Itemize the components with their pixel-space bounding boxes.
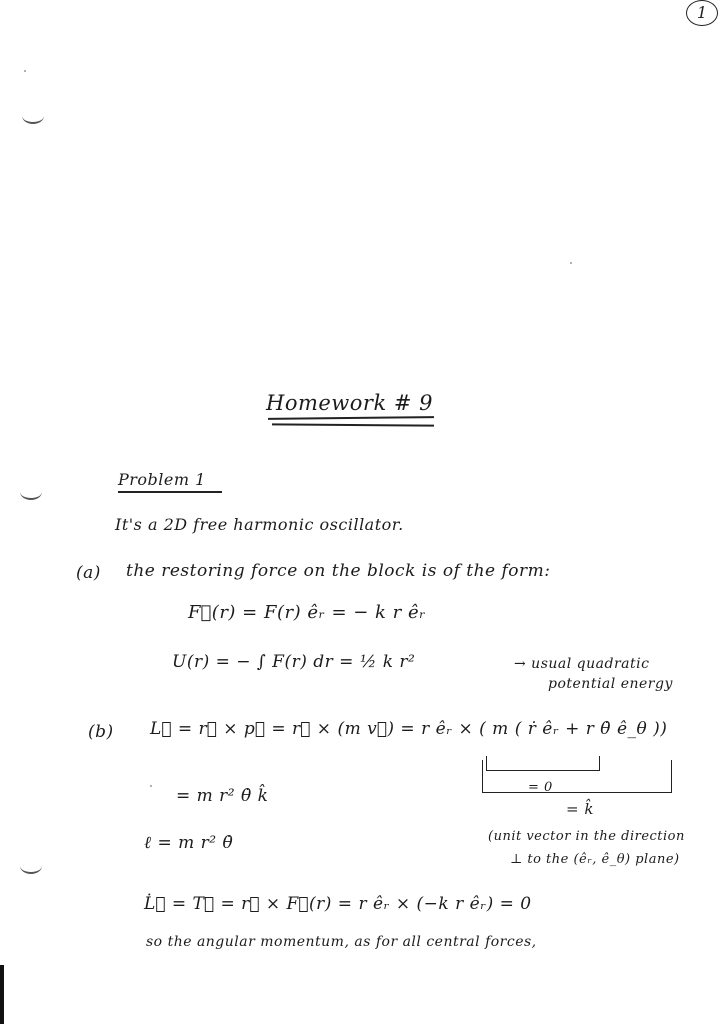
problem-heading: Problem 1 bbox=[118, 470, 206, 489]
punch-hole-middle bbox=[20, 484, 42, 500]
part-a-text: the restoring force on the block is of the form: bbox=[126, 561, 551, 581]
conclusion-text: so the angular momentum, as for all central forces, bbox=[146, 934, 537, 950]
unit-vector-note: ⊥ to the (êᵣ, ê_θ) plane) bbox=[510, 852, 680, 867]
khat-label: = k̂ bbox=[566, 800, 594, 818]
potential-note: potential energy bbox=[548, 676, 673, 692]
zero-label: = 0 bbox=[528, 780, 553, 795]
potential-note: → usual quadratic bbox=[514, 656, 650, 672]
page-title: Homework # 9 bbox=[266, 391, 433, 415]
scan-speck bbox=[24, 70, 26, 72]
page-number: 1 bbox=[686, 0, 718, 26]
khat-bracket bbox=[482, 760, 672, 793]
part-b-label: (b) bbox=[88, 722, 114, 742]
problem-underline bbox=[118, 491, 222, 493]
unit-vector-note: (unit vector in the direction bbox=[488, 829, 685, 844]
title-underline bbox=[272, 423, 434, 426]
title-underline bbox=[268, 416, 434, 420]
part-a-label: (a) bbox=[76, 563, 101, 583]
scan-edge bbox=[0, 965, 4, 1024]
punch-hole-top bbox=[22, 108, 44, 124]
punch-hole-bottom bbox=[20, 858, 42, 874]
angular-momentum-result: = m r² θ̇ k̂ bbox=[176, 786, 269, 806]
torque-equation: L̇⃗ = T⃗ = r⃗ × F⃗(r) = r êᵣ × (−k r êᵣ) = 0 bbox=[144, 894, 532, 914]
l-equation: ℓ = m r² θ̇ bbox=[144, 833, 234, 853]
intro-text: It's a 2D free harmonic oscillator. bbox=[115, 515, 404, 534]
potential-equation: U(r) = − ∫ F(r) dr = ½ k r² bbox=[172, 652, 416, 672]
angular-momentum-equation: L⃗ = r⃗ × p⃗ = r⃗ × (m v⃗) = r êᵣ × ( m ( ṙ êᵣ + r θ̇ ê_θ )) bbox=[150, 719, 668, 739]
force-equation: F⃗(r) = F(r) êᵣ = − k r êᵣ bbox=[188, 602, 426, 623]
scan-speck bbox=[570, 262, 572, 264]
scan-speck bbox=[150, 785, 152, 787]
